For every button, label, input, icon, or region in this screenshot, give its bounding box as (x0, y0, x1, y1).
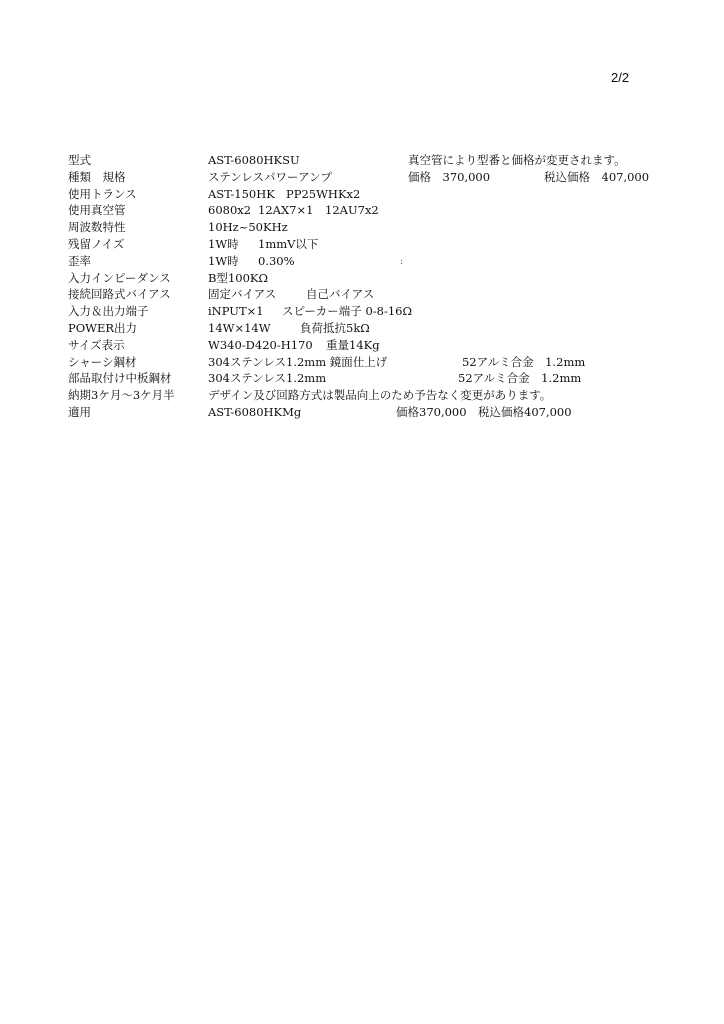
spec-value-2: PP25WHKx2 (286, 186, 361, 201)
spec-row-size (68, 337, 668, 354)
spec-value: AST-6080HKMg (208, 404, 302, 419)
spec-label: 使用トランス (68, 186, 137, 201)
spec-label: 周波数特性 (68, 220, 126, 235)
spec-row-impedance (68, 270, 668, 287)
spec-label: 入力インピーダンス (68, 270, 171, 285)
spec-value: 304ステンレス1.2mm 鏡面仕上げ (208, 354, 388, 369)
spec-label: 納期3ケ月～3ケ月半 (68, 388, 175, 403)
spec-value-2: 自己バイアス (306, 287, 375, 302)
spec-label: 接続回路式バイアス (68, 287, 171, 302)
spec-price: 価格 370,000 (408, 169, 491, 184)
spec-value: 1W時 (208, 236, 239, 251)
spec-value-3: 12AU7x2 (325, 203, 379, 218)
spec-value: 10Hz~50KHz (208, 220, 288, 235)
spec-label: 種類 規格 (68, 169, 126, 184)
spec-table (68, 152, 668, 421)
spec-value: デザイン及び回路方式は製品向上のため予告なく変更があります。 (208, 388, 552, 403)
spec-row-distortion (68, 253, 668, 270)
spec-label: 使用真空管 (68, 203, 126, 218)
spec-value-2: スピーカー端子 0-8-16Ω (282, 304, 413, 319)
spec-value: 14W×14W (208, 320, 271, 335)
spec-value: 固定バイアス (208, 287, 277, 302)
spec-row-model (68, 152, 668, 169)
spec-row-frequency (68, 219, 668, 236)
spec-row-bias (68, 286, 668, 303)
page-number: 2/2 (611, 70, 630, 85)
stray-mark: : (400, 257, 404, 267)
spec-row-subpanel (68, 370, 668, 387)
spec-label: 部品取付け中板鋼材 (68, 371, 172, 386)
spec-row-tubes (68, 202, 668, 219)
spec-price-tax: 税込価格407,000 (478, 404, 572, 419)
spec-price-tax: 税込価格 407,000 (544, 169, 650, 184)
spec-value-2: 1mmV以下 (258, 236, 319, 251)
spec-note: 真空管により型番と価格が変更されます。 (408, 153, 626, 167)
spec-value: AST-150HK (208, 186, 275, 201)
spec-row-terminals (68, 303, 668, 320)
spec-row-type (68, 169, 668, 186)
spec-value: AST-6080HKSU (208, 153, 300, 167)
spec-label: 適用 (68, 404, 91, 419)
spec-value: W340-D420-H170 (208, 337, 313, 352)
spec-value-2: 0.30% (258, 253, 295, 268)
spec-price: 価格370,000 (396, 404, 467, 419)
spec-label: 入力＆出力端子 (68, 304, 149, 319)
spec-value: ステンレスパワーアンプ (208, 169, 333, 184)
spec-value: iNPUT×1 (208, 304, 264, 319)
spec-row-applicable (68, 404, 668, 421)
spec-row-power (68, 320, 668, 337)
spec-row-chassis (68, 354, 668, 371)
spec-value-2: 12AX7×1 (258, 203, 314, 218)
spec-value: B型100KΩ (208, 270, 269, 285)
spec-row-delivery (68, 387, 668, 404)
spec-label: サイズ表示 (68, 337, 125, 352)
spec-value-2: 負荷抵抗5kΩ (300, 320, 370, 335)
spec-label: POWER出力 (68, 320, 138, 335)
spec-label: 型式 (68, 153, 91, 167)
spec-row-transformer (68, 186, 668, 203)
spec-value: 6080x2 (208, 203, 252, 218)
spec-value-2: 52アルミ合金 1.2mm (458, 371, 582, 386)
spec-value: 304ステンレス1.2mm (208, 371, 327, 386)
spec-label: シャーシ鋼材 (68, 354, 137, 369)
spec-value-2: 重量14Kg (326, 337, 380, 352)
spec-label: 残留ノイズ (68, 236, 125, 251)
spec-value: 1W時 (208, 253, 239, 268)
spec-label: 歪率 (68, 253, 91, 268)
spec-row-noise (68, 236, 668, 253)
spec-value-2: 52アルミ合金 1.2mm (462, 354, 586, 369)
